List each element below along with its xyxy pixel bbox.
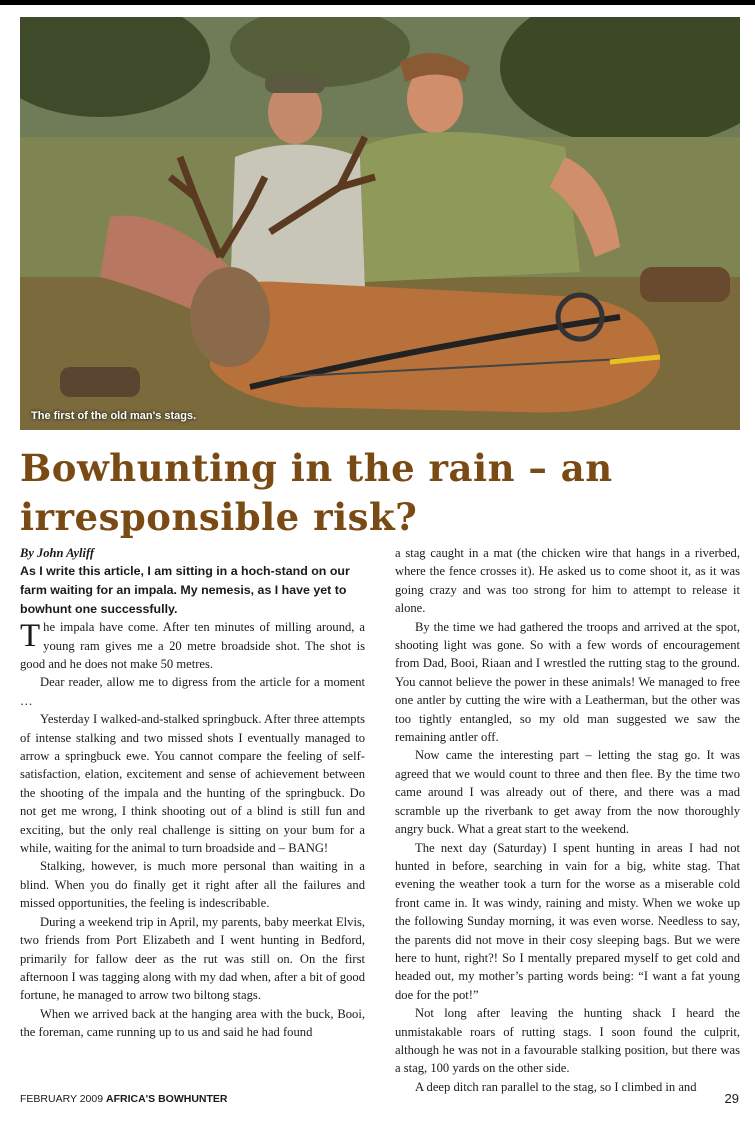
- photo-caption: The first of the old man's stags.: [31, 410, 197, 422]
- continued-paragraph: a stag caught in a mat (the chicken wire that hangs in a riverbed, where the fence crosses it). He asked us to come shoot it, as it was going crazy and was too strong for him to attempt to release it alone.: [395, 546, 740, 616]
- body-paragraph: When we arrived back at the hanging area with the buck, Booi, the foreman, came running up to us and said he had found: [20, 1006, 365, 1040]
- body-paragraph: Not long after leaving the hunting shack I heard the unmistakable roars of rutting stags. I soon found the culprit, although he was not in a favourable stalking position, but there was a stag, 100 yards on the other side.: [395, 1006, 740, 1076]
- article-photo: [20, 17, 740, 430]
- drop-cap: T: [20, 618, 41, 655]
- body-paragraph: During a weekend trip in April, my parents, baby meerkat Elvis, two friends from Port Elizabeth and I went hunting in Bedford, primarily for fallow deer as the rut was still on. On the first afternoon I was tagging along with my dad when, after a bit of good fortune, he managed to arrow two biltong stags.: [20, 914, 365, 1003]
- body-paragraph: Stalking, however, is much more personal than waiting in a blind. When you do finally get it right after all the failures and missed opportunities, the feeling is indescribable.: [20, 859, 365, 911]
- column-left: [20, 544, 365, 1042]
- byline: By John Ayliff: [20, 546, 95, 560]
- footer-date: FEBRUARY 2009: [20, 1093, 104, 1105]
- body-paragraph: Now came the interesting part – letting the stag go. It was agreed that we would count to three and then flee. By the time two came around I was already out of there, and there was a mad scramble up the riverbank to get away from the now thoroughly angry buck. What a great start to the weekend.: [395, 748, 740, 837]
- footer-magazine: AFRICA'S BOWHUNTER: [106, 1093, 228, 1105]
- body-paragraph: A deep ditch ran parallel to the stag, so I climbed in and: [415, 1079, 697, 1094]
- first-paragraph-text: he impala have come. After ten minutes of milling around, a young ram gives me a 20 metre broadside shot. The shot is good and he does not make 50 metres.: [20, 620, 365, 671]
- column-right: [395, 544, 740, 1096]
- footer-issue: [20, 1093, 228, 1105]
- hunters-with-stag-illustration: [20, 17, 740, 430]
- intro-paragraph: As I write this article, I am sitting in a hoch-stand on our farm waiting for an impala. My nemesis, as I have yet to bowhunt one successfully.: [20, 564, 350, 616]
- first-paragraph: [20, 618, 365, 673]
- body-paragraph: Dear reader, allow me to digress from the article for a moment …: [20, 675, 365, 708]
- page-number: 29: [724, 1091, 739, 1106]
- top-border: [0, 0, 755, 5]
- article-title: Bowhunting in the rain – an irresponsible risk?: [20, 446, 613, 539]
- body-paragraph: By the time we had gathered the troops and arrived at the spot, shooting light was gone. So with a few words of encouragement from Dad, Booi, Riaan and I wrestled the rutting stag to the ground. You cannot believe the power in these animals! We managed to free one antler by cutting the wire with a Leatherman, but the other was too tightly entangled, so my old man suggested we saw the remaining antler off.: [395, 619, 740, 745]
- body-paragraph: Yesterday I walked-and-stalked springbuck. After three attempts of intense stalking and two missed shots I eventually managed to arrow a springbuck ewe. You cannot compare the feeling of self-satisfaction, elation, excitement and sense of achievement between the shooting of the impala and the hunting of the springbuck. Do not get me wrong, I think shooting out of a blind is still fun and exciting, but the only real challenge is sitting on your bum for a while, waiting for the animal to turn broadside and – BANG!: [20, 712, 365, 856]
- body-paragraph: The next day (Saturday) I spent hunting in areas I had not hunted in before, searching in vain for a big, white stag. That evening the weather took a turn for the worse as a miserable cold front came in. It was windy, raining and misty. When we woke up the following Sunday morning, it was even worse. Needless to say, the parents did not move in their cosy sleeping bags. But we were here to hunt, right?! So I mentally prepared myself to get cold and headed out, my mother’s parting words being: “I want a fat young doe for the pot!”: [395, 840, 740, 1002]
